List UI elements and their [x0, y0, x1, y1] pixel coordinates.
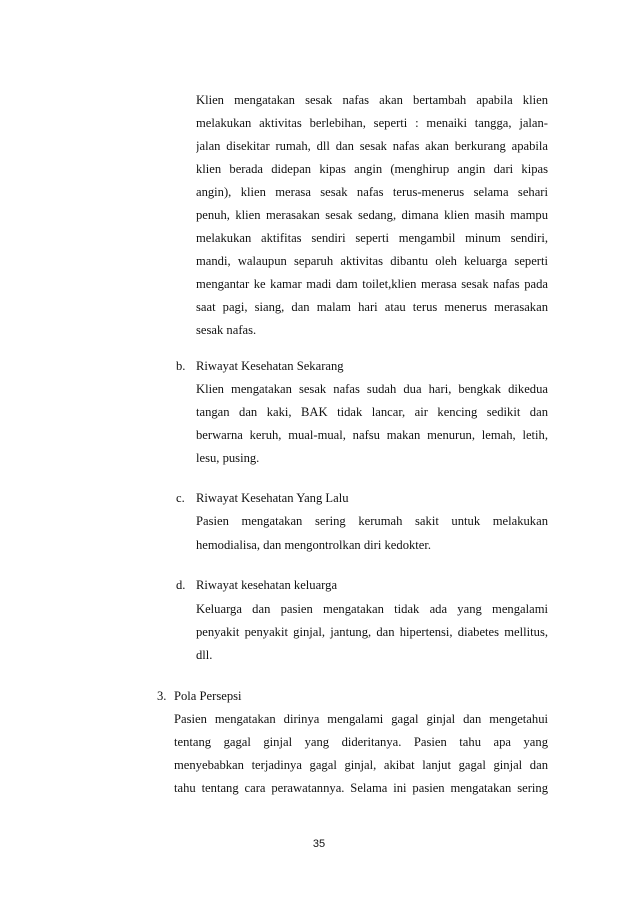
text-line: tangan dan kaki, BAK tidak lancar, air kencing sedikit dan [196, 405, 548, 419]
text-line: jalan disekitar rumah, dll dan sesak nafas akan berkurang apabila [196, 139, 548, 153]
section-title: Pola Persepsi [174, 689, 242, 703]
text-line: Pasien mengatakan sering kerumah sakit untuk melakukan [196, 514, 548, 528]
text-line: menyebabkan terjadinya gagal ginjal, akibat lanjut gagal ginjal dan [174, 758, 548, 772]
list-marker: d. [176, 578, 186, 592]
text-line: tahu tentang cara perawatannya. Selama ini pasien mengatakan sering [174, 781, 548, 795]
text-line: Keluarga dan pasien mengatakan tidak ada yang mengalami [196, 602, 548, 616]
page-number: 35 [312, 838, 326, 850]
text-line-last: lesu, pusing. [196, 451, 260, 465]
section-marker: 3. [157, 689, 167, 703]
text-line: penuh, klien merasakan sesak sedang, dimana klien masih mampu [196, 208, 548, 222]
text-line: tentang gagal ginjal yang dideritanya. Pasien tahu apa yang [174, 735, 548, 749]
text-line: saat pagi, siang, dan malam hari atau terus menerus merasakan [196, 300, 548, 314]
text-line: melakukan aktivitas berlebihan, seperti : menaiki tangga, jalan- [196, 116, 548, 130]
text-line: Klien mengatakan sesak nafas sudah dua hari, bengkak dikedua [196, 382, 548, 396]
subsection-title: Riwayat kesehatan keluarga [196, 578, 338, 592]
text-line: Pasien mengatakan dirinya mengalami gagal ginjal dan mengetahui [174, 712, 548, 726]
text-line: klien berada didepan kipas angin (menghirup angin dari kipas [196, 162, 548, 176]
text-line: Klien mengatakan sesak nafas akan bertambah apabila klien [196, 93, 548, 107]
list-marker: c. [176, 491, 185, 505]
list-marker: b. [176, 359, 186, 373]
text-line-last: sesak nafas. [196, 323, 257, 337]
text-line: berwarna keruh, mual-mual, nafsu makan menurun, lemah, letih, [196, 428, 548, 442]
text-line: melakukan aktifitas sendiri seperti mengambil minum sendiri, [196, 231, 548, 245]
text-line: mengantar ke kamar madi dam toilet,klien merasa sesak nafas pada [196, 277, 548, 291]
subsection-title: Riwayat Kesehatan Sekarang [196, 359, 344, 373]
text-line: penyakit penyakit ginjal, jantung, dan hipertensi, diabetes mellitus, [196, 625, 548, 639]
subsection-title: Riwayat Kesehatan Yang Lalu [196, 491, 349, 505]
text-line-last: dll. [196, 648, 213, 662]
text-line-last: hemodialisa, dan mengontrolkan diri kedokter. [196, 538, 432, 552]
text-line: angin), klien merasa sesak nafas terus-menerus selama sehari [196, 185, 548, 199]
text-line: mandi, walaupun separuh aktivitas dibantu oleh keluarga seperti [196, 254, 548, 268]
